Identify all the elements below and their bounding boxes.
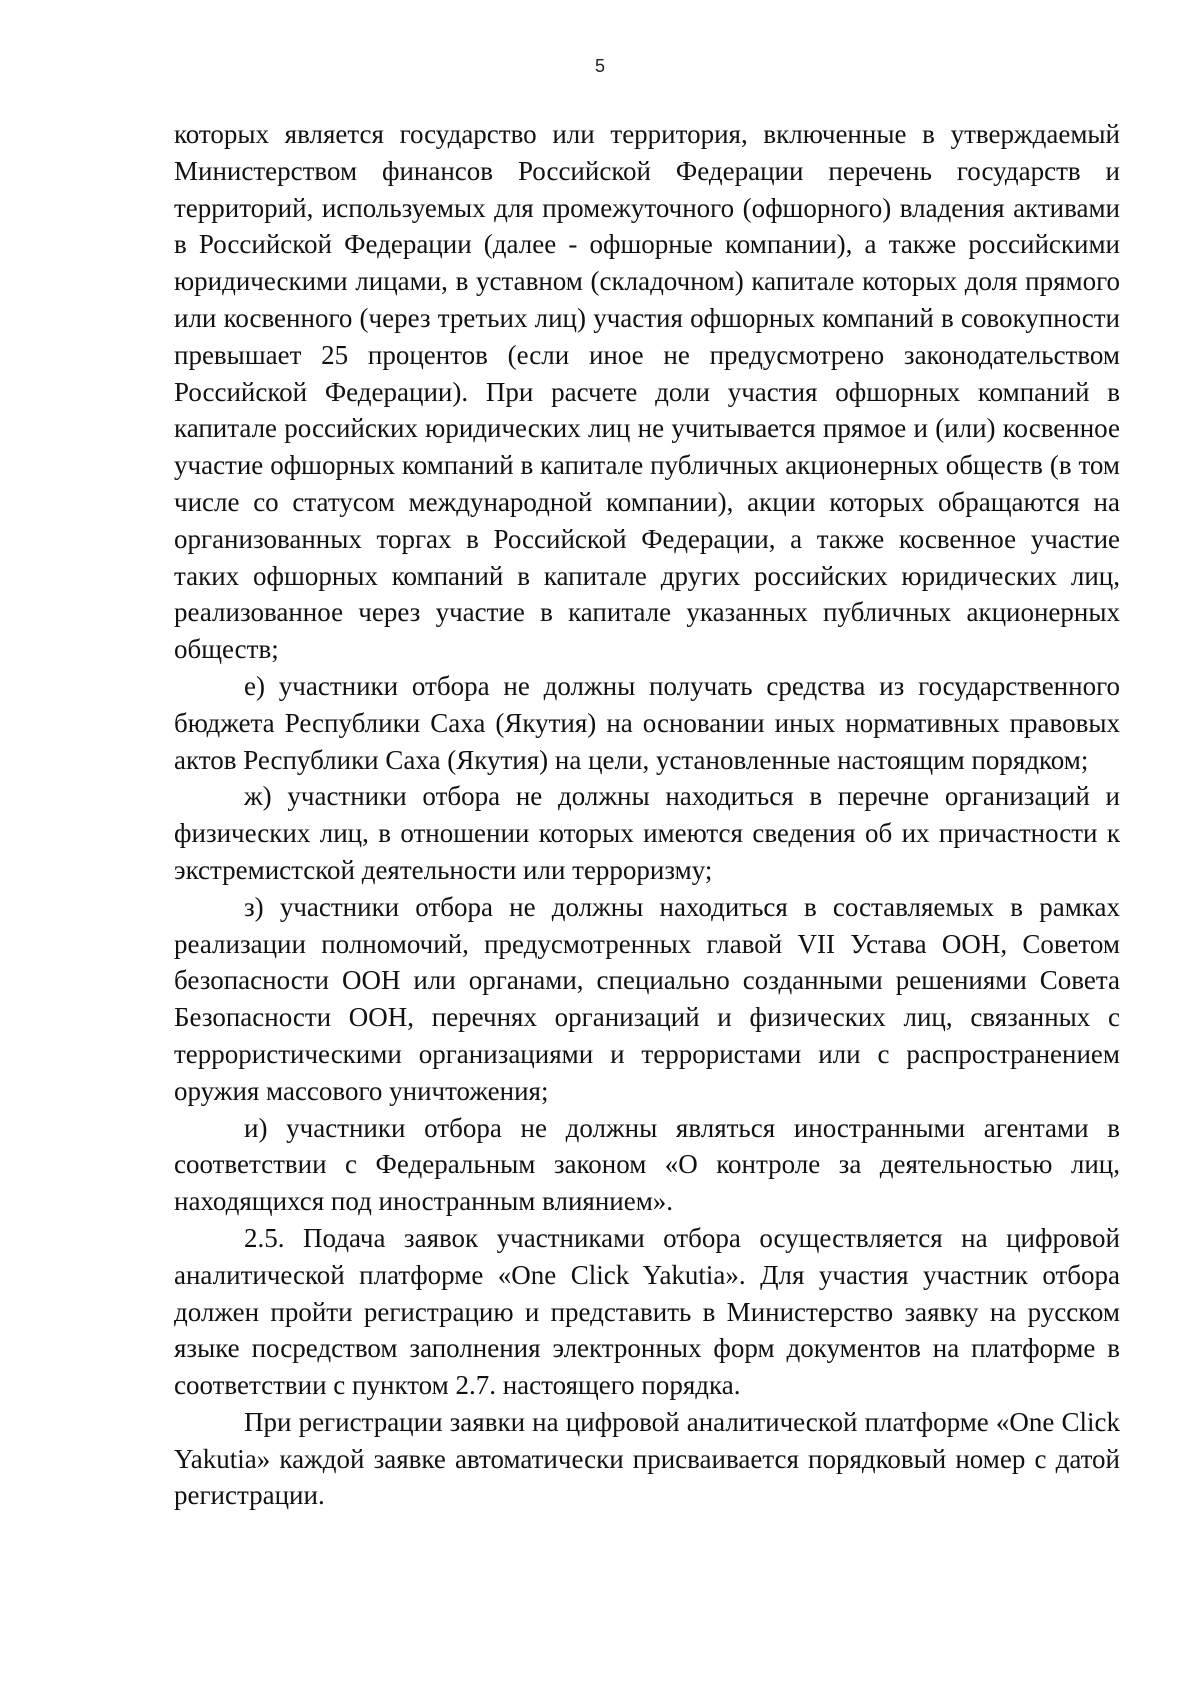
paragraph-continuation: которых является государство или территория, включенные в утверждаемый Министерством финансов Российской Федерации перечень государств и территорий, используемых для промежуточного (офшорного) владения активами в Российской Федерации (далее - офшорные компании), а также российскими юридическими лицами, в уставном (складочном) капитале которых доля прямого или косвенного (через третьих лиц) участия офшорных компаний в совокупности превышает 25 процентов (если иное не предусмотрено законодательством Российской Федерации). При расчете доли участия офшорных компаний в капитале российских юридических лиц не учитывается прямое и (или) косвенное участие офшорных компаний в капитале публичных акционерных обществ (в том числе со статусом международной компании), акции которых обращаются на организованных торгах в Российской Федерации, а также косвенное участие таких офшорных компаний в капитале других российских юридических лиц, реализованное через участие в капитале указанных публичных акционерных обществ; <box>174 119 1120 665</box>
page-number: 5 <box>594 56 605 76</box>
paragraph-item-z: з) участники отбора не должны находиться в составляемых в рамках реализации полномочий, предусмотренных главой VII Устава ООН, Советом безопасности ООН или органами, специально созданными решениями Совета Безопасности ООН, перечнях организаций и физических лиц, связанных с террористическими организациями и террористами или с распространением оружия массового уничтожения; <box>174 891 1120 1106</box>
paragraph-item-e: е) участники отбора не должны получать средства из государственного бюджета Республики Саха (Якутия) на основании иных нормативных правовых актов Республики Саха (Якутия) на цели, установленные настоящим порядком; <box>174 670 1120 775</box>
paragraph-section-2-5: 2.5. Подача заявок участниками отбора осуществляется на цифровой аналитической платформе «One Click Yakutia». Для участия участник отбора должен пройти регистрацию и представить в Министерство заявку на русском языке посредством заполнения электронных форм документов на платформе в соответствии с пунктом 2.7. настоящего порядка. <box>174 1222 1120 1401</box>
document-body <box>174 116 1120 1514</box>
paragraph-item-zh: ж) участники отбора не должны находиться в перечне организаций и физических лиц, в отношении которых имеются сведения об их причастности к экстремистской деятельности или терроризму; <box>174 781 1120 885</box>
paragraph-registration: При регистрации заявки на цифровой аналитической платформе «One Click Yakutia» каждой заявке автоматически присваивается порядковый номер с датой регистрации. <box>174 1406 1120 1511</box>
paragraph-item-i: и) участники отбора не должны являться иностранными агентами в соответствии с Федеральным законом «О контроле за деятельностью лиц, находящихся под иностранным влиянием». <box>174 1112 1120 1217</box>
